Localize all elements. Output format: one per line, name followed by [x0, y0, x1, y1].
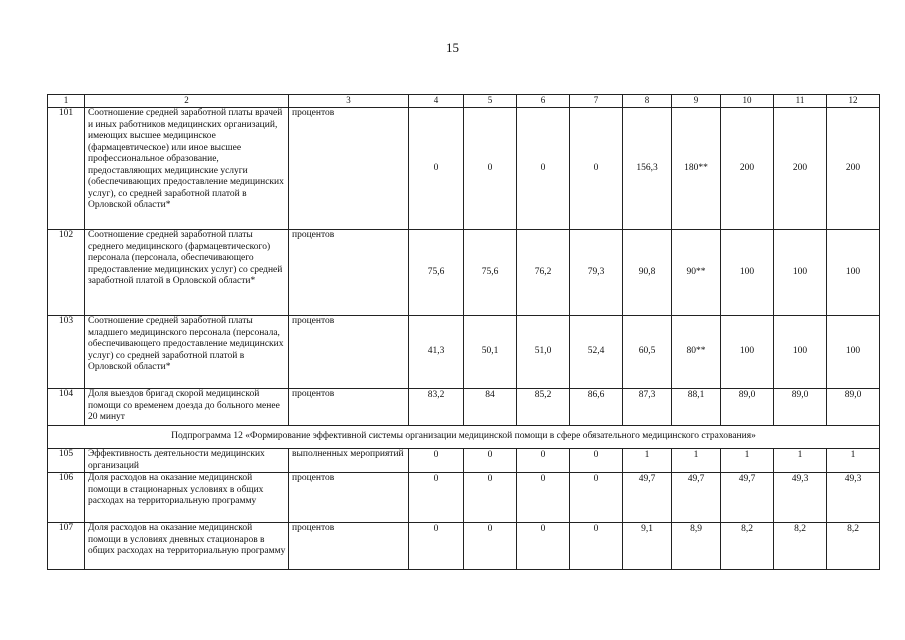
value-cell: 0: [464, 108, 517, 230]
unit-cell: процентов: [289, 523, 409, 570]
value-cell: 8,9: [672, 523, 721, 570]
value-cell: 80**: [672, 316, 721, 389]
value-cell: 75,6: [464, 230, 517, 316]
value-cell: 0: [464, 473, 517, 523]
page-number: 15: [446, 40, 459, 55]
value-cell: 0: [464, 523, 517, 570]
table-row: [48, 108, 880, 230]
value-cell: 52,4: [570, 316, 623, 389]
subprogram-title: Подпрограмма 12 «Формирование эффективной системы организации медицинской помощи в сфере обязательного медицинского страхования»: [48, 426, 880, 449]
value-cell: 0: [409, 108, 464, 230]
column-header: 6: [517, 95, 570, 108]
value-cell: 0: [570, 449, 623, 473]
value-cell: 60,5: [623, 316, 672, 389]
column-header: 1: [48, 95, 85, 108]
column-header: 2: [85, 95, 289, 108]
value-cell: 89,0: [721, 389, 774, 426]
value-cell: 1: [721, 449, 774, 473]
column-header: 8: [623, 95, 672, 108]
row-number: 107: [48, 523, 85, 570]
table-row: [48, 523, 880, 570]
table-row: [48, 389, 880, 426]
value-cell: 100: [774, 230, 827, 316]
value-cell: 9,1: [623, 523, 672, 570]
unit-cell: процентов: [289, 108, 409, 230]
value-cell: 1: [623, 449, 672, 473]
row-number: 105: [48, 449, 85, 473]
value-cell: 0: [570, 108, 623, 230]
value-cell: 156,3: [623, 108, 672, 230]
value-cell: 79,3: [570, 230, 623, 316]
value-cell: 87,3: [623, 389, 672, 426]
value-cell: 1: [827, 449, 880, 473]
value-cell: 0: [464, 449, 517, 473]
indicator-name: Соотношение средней заработной платы среднего медицинского (фармацевтического) персонала (персонала, обеспечивающего предоставление медицинских услуг) со средней заработной платой в Орловской области*: [85, 230, 289, 316]
row-number: 106: [48, 473, 85, 523]
row-number: 101: [48, 108, 85, 230]
value-cell: 0: [570, 523, 623, 570]
value-cell: 0: [517, 473, 570, 523]
value-cell: 1: [672, 449, 721, 473]
indicator-name: Соотношение средней заработной платы врачей и иных работников медицинских организаций, имеющих высшее медицинское (фармацевтическое) или иное высшее профессиональное образование, предоставляющих медицинские услуги (обеспечивающих предоставление медицинских услуг), со средней заработной платой в Орловской области*: [85, 108, 289, 230]
value-cell: 8,2: [827, 523, 880, 570]
value-cell: 0: [409, 449, 464, 473]
value-cell: 1: [774, 449, 827, 473]
value-cell: 100: [721, 230, 774, 316]
value-cell: 49,7: [721, 473, 774, 523]
column-header: 11: [774, 95, 827, 108]
value-cell: 90**: [672, 230, 721, 316]
value-cell: 100: [827, 230, 880, 316]
value-cell: 0: [570, 473, 623, 523]
value-cell: 89,0: [774, 389, 827, 426]
value-cell: 88,1: [672, 389, 721, 426]
value-cell: 8,2: [774, 523, 827, 570]
column-header: 4: [409, 95, 464, 108]
value-cell: 200: [774, 108, 827, 230]
value-cell: 49,7: [623, 473, 672, 523]
column-header: 9: [672, 95, 721, 108]
indicator-name: Эффективность деятельности медицинских организаций: [85, 449, 289, 473]
value-cell: 51,0: [517, 316, 570, 389]
column-header: 7: [570, 95, 623, 108]
indicator-name: Соотношение средней заработной платы младшего медицинского персонала (персонала, обеспечивающего предоставление медицинских услуг) со средней заработной платой в Орловской области*: [85, 316, 289, 389]
value-cell: 75,6: [409, 230, 464, 316]
table-row: [48, 230, 880, 316]
indicators-table: [47, 94, 880, 570]
value-cell: 0: [517, 523, 570, 570]
value-cell: 0: [517, 108, 570, 230]
value-cell: 100: [721, 316, 774, 389]
table-row: [48, 316, 880, 389]
row-number: 104: [48, 389, 85, 426]
indicator-name: Доля расходов на оказание медицинской помощи в стационарных условиях в общих расходах на территориальную программу: [85, 473, 289, 523]
subprogram-row: [48, 426, 880, 449]
value-cell: 76,2: [517, 230, 570, 316]
value-cell: 85,2: [517, 389, 570, 426]
value-cell: 84: [464, 389, 517, 426]
value-cell: 0: [409, 523, 464, 570]
value-cell: 200: [721, 108, 774, 230]
table-row: [48, 473, 880, 523]
value-cell: 49,7: [672, 473, 721, 523]
value-cell: 180**: [672, 108, 721, 230]
indicator-name: Доля выездов бригад скорой медицинской помощи со временем доезда до больного менее 20 минут: [85, 389, 289, 426]
unit-cell: процентов: [289, 473, 409, 523]
value-cell: 86,6: [570, 389, 623, 426]
row-number: 102: [48, 230, 85, 316]
table-row: [48, 449, 880, 473]
column-header: 10: [721, 95, 774, 108]
unit-cell: процентов: [289, 389, 409, 426]
value-cell: 8,2: [721, 523, 774, 570]
value-cell: 49,3: [827, 473, 880, 523]
value-cell: 50,1: [464, 316, 517, 389]
value-cell: 100: [827, 316, 880, 389]
value-cell: 100: [774, 316, 827, 389]
row-number: 103: [48, 316, 85, 389]
header-row: [48, 95, 880, 108]
column-header: 3: [289, 95, 409, 108]
unit-cell: процентов: [289, 316, 409, 389]
value-cell: 89,0: [827, 389, 880, 426]
column-header: 5: [464, 95, 517, 108]
value-cell: 0: [409, 473, 464, 523]
value-cell: 83,2: [409, 389, 464, 426]
value-cell: 49,3: [774, 473, 827, 523]
column-header: 12: [827, 95, 880, 108]
value-cell: 90,8: [623, 230, 672, 316]
value-cell: 41,3: [409, 316, 464, 389]
value-cell: 200: [827, 108, 880, 230]
value-cell: 0: [517, 449, 570, 473]
indicator-name: Доля расходов на оказание медицинской помощи в условиях дневных стационаров в общих расходах на территориальную программу: [85, 523, 289, 570]
unit-cell: выполненных мероприятий: [289, 449, 409, 473]
unit-cell: процентов: [289, 230, 409, 316]
